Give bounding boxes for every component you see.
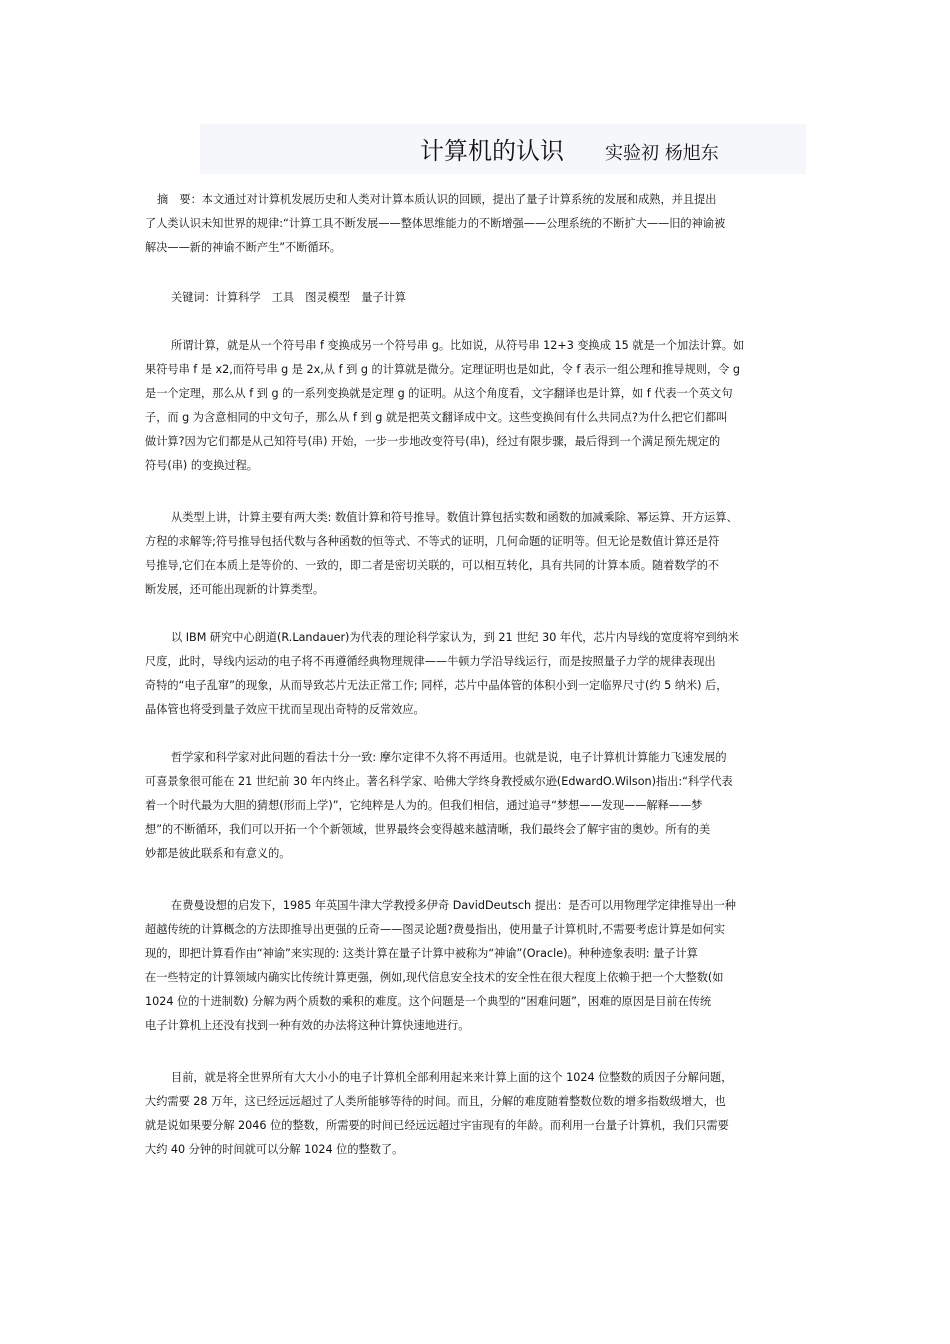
paragraph-line: 想”的不断循环，我们可以开拓一个个新领域，世界最终会变得越来越清晰，我们最终会了解宇宙的奥妙。所有的美 <box>145 823 711 836</box>
paragraph-line: 在费曼设想的启发下，1985 年英国牛津大学教授多伊奇 DavidDeutsch 提出：是否可以用物理学定律推导出一种 <box>171 899 736 912</box>
paragraph-line: 所谓计算，就是从一个符号串 f 变换成另一个符号串 g。比如说，从符号串 12+3 变换成 15 就是一个加法计算。如 <box>171 339 745 352</box>
abstract-line: 了人类认识未知世界的规律:“计算工具不断发展——整体思维能力的不断增强——公理系统的不断扩大——旧的神谕被 <box>145 217 726 230</box>
paragraph-line: 以 IBM 研究中心朗道(R.Landauer)为代表的理论科学家认为，到 21 世纪 30 年代，芯片内导线的宽度将窄到纳米 <box>171 631 739 644</box>
paragraph-line: 果符号串 f 是 x2,而符号串 g 是 2x,从 f 到 g 的计算就是微分。定理证明也是如此，令 f 表示一组公理和推导规则，令 g <box>145 363 741 376</box>
paragraph-line: 从类型上讲，计算主要有两大类: 数值计算和符号推导。数值计算包括实数和函数的加减乘除、幂运算、开方运算、 <box>171 511 738 524</box>
paragraph-line: 尺度，此时，导线内运动的电子将不再遵循经典物理规律——牛顿力学沿导线运行，而是按照量子力学的规律表现出 <box>145 655 716 668</box>
paragraph-line: 在一些特定的计算领域内确实比传统计算更强，例如,现代信息安全技术的安全性在很大程度上依赖于把一个大整数(如 <box>145 971 724 984</box>
paragraph-line: 妙都是彼此联系和有意义的。 <box>145 847 291 860</box>
paragraph-line: 号推导,它们在本质上是等价的、一致的，即二者是密切关联的，可以相互转化，具有共同的计算本质。随着数学的不 <box>145 559 720 572</box>
paragraph-line: 哲学家和科学家对此问题的看法十分一致: 摩尔定律不久将不再适用。也就是说，电子计算机计算能力飞速发展的 <box>171 751 727 764</box>
document-title: 计算机的认识 <box>420 137 564 165</box>
paragraph-line: 晶体管也将受到量子效应干扰而呈现出奇特的反常效应。 <box>145 703 425 716</box>
paragraph-line: 断发展，还可能出现新的计算类型。 <box>145 583 325 596</box>
paragraph-line: 奇特的“电子乱窜”的现象，从而导致芯片无法正常工作; 同样，芯片中晶体管的体积小到一定临界尺寸(约 5 纳米) 后， <box>145 679 728 692</box>
paragraph-line: 大约 40 分钟的时间就可以分解 1024 位的整数了。 <box>145 1143 404 1156</box>
abstract-line: 解决——新的神谕不断产生”不断循环。 <box>145 241 341 254</box>
paragraph-line: 就是说如果要分解 2046 位的整数，所需要的时间已经远远超过宇宙现有的年龄。而利用一台量子计算机，我们只需要 <box>145 1119 729 1132</box>
paragraph-line: 做计算?因为它们都是从己知符号(串) 开始，一步一步地改变符号(串)，经过有限步骤，最后得到一个满足预先规定的 <box>145 435 721 448</box>
paragraph-line: 子，而 g 为含意相同的中文句子，那么从 f 到 g 就是把英文翻译成中文。这些变换间有什么共同点?为什么把它们都叫 <box>145 411 728 424</box>
paragraph-line: 现的，即把计算看作由“神谕”来实现的: 这类计算在量子计算中被称为“神谕”(Oracle)。种种迹象表明: 量子计算 <box>145 947 698 960</box>
paragraph-line: 超越传统的计算概念的方法即推导出更强的丘奇——图灵论题?费曼指出，使用量子计算机时,不需要考虑计算是如何实 <box>145 923 726 936</box>
keywords-line: 关键词：计算科学 工具 图灵模型 量子计算 <box>171 291 406 304</box>
paragraph-line: 1024 位的十进制数) 分解为两个质数的乘积的难度。这个问题是一个典型的“困难问题”，困难的原因是目前在传统 <box>145 995 712 1008</box>
document-authors: 实验初 杨旭东 <box>605 143 719 164</box>
paragraph-line: 符号(串) 的变换过程。 <box>145 459 258 472</box>
paragraph-line: 是一个定理，那么从 f 到 g 的一系列变换就是定理 g 的证明。从这个角度看，文字翻译也是计算，如 f 代表一个英文句 <box>145 387 733 400</box>
paragraph-line: 着一个时代最为大胆的猜想(形而上学)”，它纯粹是人为的。但我们相信，通过追寻“梦想——发现——解释——梦 <box>145 799 703 812</box>
paragraph-line: 大约需要 28 万年，这已经远远超过了人类所能够等待的时间。而且，分解的难度随着整数位数的增多指数级增大，也 <box>145 1095 726 1108</box>
paragraph-line: 目前，就是将全世界所有大大小小的电子计算机全部利用起来来计算上面的这个 1024 位整数的质因子分解问题， <box>171 1071 733 1084</box>
paragraph-line: 可喜景象很可能在 21 世纪前 30 年内终止。著名科学家、哈佛大学终身教授威尔逊(EdwardO.Wilson)指出:“科学代表 <box>145 775 733 788</box>
abstract-line: 摘 要：本文通过对计算机发展历史和人类对计算本质认识的回顾，提出了量子计算系统的发展和成熟，并且提出 <box>157 193 717 206</box>
paragraph-line: 方程的求解等;符号推导包括代数与各种函数的恒等式、不等式的证明，几何命题的证明等。但无论是数值计算还是符 <box>145 535 720 548</box>
paragraph-line: 电子计算机上还没有找到一种有效的办法将这种计算快速地进行。 <box>145 1019 470 1032</box>
